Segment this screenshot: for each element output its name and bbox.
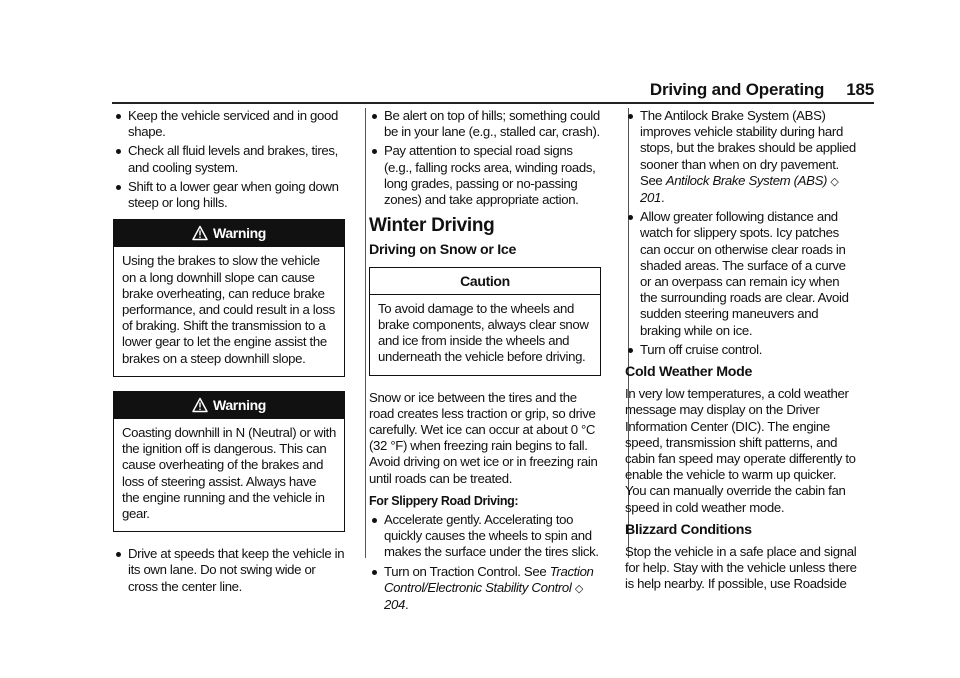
section-title: Driving and Operating bbox=[649, 80, 825, 99]
paragraph: In very low temperatures, a cold weather message may display on the Driver Information Center (DIC). The engine speed, transmission shift patterns, and cabin fan speed may operate differently to enable the vehicle to warm up quicker. You can manually override the cabin fan speed in cold weather mode. bbox=[625, 386, 856, 515]
warning-header bbox=[114, 392, 344, 419]
caution-body: To avoid damage to the wheels and brake components, always clear snow and ice from inside the wheels and underneath the vehicle before driving. bbox=[378, 300, 589, 365]
subsection-heading: Blizzard Conditions bbox=[625, 521, 752, 538]
warning-header bbox=[114, 220, 344, 247]
warning-body: Using the brakes to slow the vehicle on a long downhill slope can cause brake overheating, can reduce brake performance, and could result in a loss of braking. Shift the transmission to a lower gear to let the engine assist the brakes on a steep downhill slope. bbox=[122, 253, 335, 366]
list-item: Pay attention to special road signs (e.g., falling rocks area, winding roads, long grades, passing or no-passing zones) and take appropriate action. bbox=[369, 143, 601, 208]
list-item: Be alert on top of hills; something could be in your lane (e.g., stalled car, crash). bbox=[369, 108, 601, 140]
column-1 bbox=[113, 108, 345, 598]
punctuation: . bbox=[660, 190, 665, 206]
paragraph: Snow or ice between the tires and the road creates less traction or grip, so drive carefully. Wet ice can occur at about 0 °C (32 °F) when freezing rain begins to fall. Avoid driving on wet ice or in freezing rain until roads can be treated. bbox=[369, 389, 598, 486]
list-item: Turn off cruise control. bbox=[625, 342, 857, 358]
bullet-list bbox=[113, 546, 345, 595]
list-item: Shift to a lower gear when going down steep or long hills. bbox=[113, 179, 345, 211]
column-2 bbox=[369, 108, 601, 616]
caution-title: Caution bbox=[370, 268, 600, 295]
warning-body: Coasting downhill in N (Neutral) or with the ignition off is dangerous. This can cause overheating of the brakes and loss of steering assist. Always have the engine running and the vehicle in gear. bbox=[122, 425, 336, 522]
warning-box-2 bbox=[113, 391, 345, 532]
subheading: For Slippery Road Driving: bbox=[369, 493, 519, 508]
cross-reference-link[interactable]: Traction Control/Electronic Stability Control bbox=[384, 563, 594, 595]
warning-box-1 bbox=[113, 219, 345, 377]
bullet-list bbox=[625, 108, 857, 358]
column-divider-1 bbox=[365, 108, 366, 558]
subsection-heading: Driving on Snow or Ice bbox=[369, 242, 517, 259]
page-ref-icon: ◇ bbox=[830, 175, 839, 188]
list-item-text: The Antilock Brake System (ABS) improves vehicle stability during hard stops, but the brakes should be applied sooner than when on dry pavement. See bbox=[640, 108, 856, 188]
list-item: Check all fluid levels and brakes, tires, and cooling system. bbox=[113, 143, 345, 175]
bullet-list bbox=[113, 108, 345, 211]
caution-box bbox=[369, 267, 601, 376]
cross-reference-link[interactable]: Antilock Brake System (ABS) bbox=[665, 172, 828, 188]
subsection-heading: Cold Weather Mode bbox=[625, 364, 753, 381]
list-item bbox=[625, 108, 857, 206]
list-item bbox=[369, 564, 601, 614]
warning-title: Warning bbox=[212, 225, 267, 242]
page-number: 185 bbox=[846, 80, 874, 99]
list-item: Allow greater following distance and watch for slippery spots. Icy patches can occur on otherwise clear roads in shaded areas. The surface of a curve or an overpass can remain icy when the surrounding roads are clear. Avoid sudden steering maneuvers and braking while on ice. bbox=[625, 209, 857, 339]
page-reference[interactable]: 204 bbox=[384, 597, 405, 613]
warning-triangle-icon bbox=[192, 397, 208, 413]
page-ref-icon: ◇ bbox=[574, 582, 583, 595]
page-reference[interactable]: 201 bbox=[640, 190, 661, 206]
punctuation: . bbox=[404, 597, 409, 613]
list-item-text: Turn on Traction Control. See bbox=[384, 563, 547, 579]
section-heading: Winter Driving bbox=[369, 215, 495, 237]
warning-triangle-icon bbox=[192, 225, 208, 241]
list-item: Keep the vehicle serviced and in good shape. bbox=[113, 108, 345, 140]
bullet-list bbox=[369, 512, 601, 613]
column-3 bbox=[625, 108, 857, 599]
list-item: Accelerate gently. Accelerating too quickly causes the wheels to spin and makes the surface under the tires slick. bbox=[369, 512, 601, 561]
paragraph: Stop the vehicle in a safe place and signal for help. Stay with the vehicle unless there is help nearby. If possible, use Roadside bbox=[625, 544, 857, 592]
header-rule bbox=[112, 102, 874, 104]
list-item: Drive at speeds that keep the vehicle in its own lane. Do not swing wide or cross the center line. bbox=[113, 546, 345, 595]
bullet-list bbox=[369, 108, 601, 208]
warning-title: Warning bbox=[212, 396, 267, 413]
page-header bbox=[650, 80, 874, 100]
